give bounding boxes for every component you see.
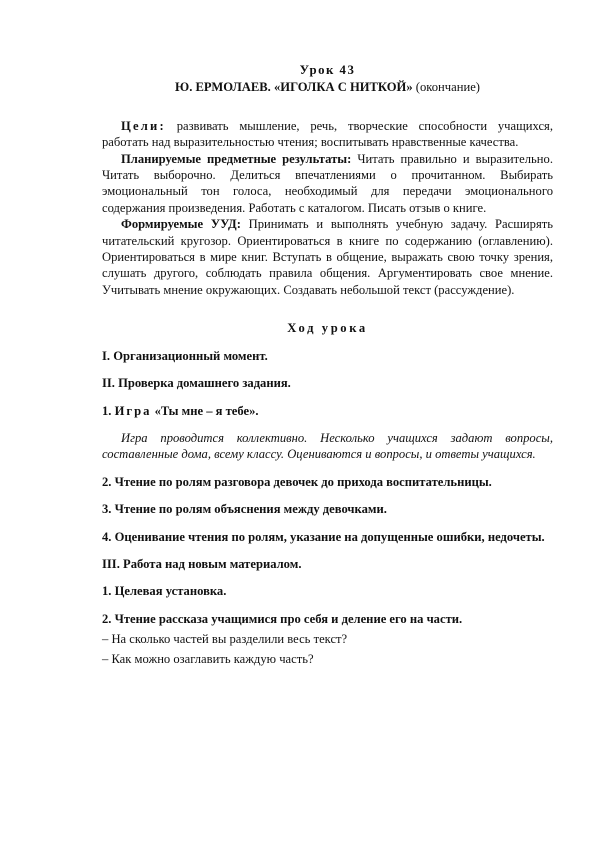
game-line [102, 403, 553, 419]
game-number: 1. [102, 403, 115, 418]
planned-paragraph [102, 151, 553, 217]
game-title: «Ты мне – я тебе». [151, 403, 259, 418]
step-reading-roles-2: 3. Чтение по ролям объяснения между девочками. [102, 502, 387, 517]
lesson-title: Урок 43 [299, 63, 356, 77]
uud-label: Формируемые УУД: [121, 217, 241, 232]
section-organizational: I. Организационный момент. [102, 348, 268, 363]
planned-text: Читать правильно и выразительно. Читать выборочно. Делиться впечатлениями о прочитанном. Выбирать эмоциональный тон голоса, необходимый для передачи эмоционального содержания произведения. Работать с каталогом. Писать отзыв о книге. [102, 151, 553, 215]
step-evaluation: 4. Оценивание чтения по ролям, указание на допущенные ошибки, недочеты. [102, 529, 545, 544]
game-description: Игра проводится коллективно. Несколько учащихся задают вопросы, составленные дома, всему классу. Оцениваются и вопросы, и ответы учащихся. [102, 430, 553, 462]
step-silent-reading: 2. Чтение рассказа учащимися про себя и деление его на части. [102, 611, 463, 626]
goals-label: Цели: [121, 118, 166, 133]
lesson-subtitle-bold: Ю. ЕРМОЛАЕВ. «ИГОЛКА С НИТКОЙ» [175, 80, 413, 95]
question-1: – На сколько частей вы разделили весь текст? [102, 632, 348, 647]
lesson-subtitle-note: (окончание) [412, 80, 480, 95]
document-page [102, 62, 553, 667]
course-heading: Ход урока [287, 321, 368, 336]
step-goal-setting: 1. Целевая установка. [102, 584, 227, 599]
lesson-subtitle [102, 79, 553, 95]
planned-label: Планируемые предметные результаты: [121, 151, 352, 166]
goals-paragraph [102, 118, 553, 151]
uud-paragraph [102, 216, 553, 298]
game-label: Игра [114, 403, 152, 418]
uud-text: Принимать и выполнять учебную задачу. Расширять читательский кругозор. Ориентироваться в книге по содержанию (оглавлению). Ориентироваться в мире книг. Вступать в общение, выражать свою точку зрения, слушать другого, соблюдать правила общения. Аргументировать свое мнение. Учитывать мнение окружающих. Создавать небольшой текст (рассуждение). [102, 217, 553, 297]
goals-text: развивать мышление, речь, творческие способности учащихся, работать над выразительностью чтения; воспитывать нравственные качества. [102, 118, 553, 150]
step-reading-roles-1: 2. Чтение по ролям разговора девочек до прихода воспитательницы. [102, 474, 492, 489]
section-homework-check: II. Проверка домашнего задания. [102, 376, 291, 391]
question-2: – Как можно озаглавить каждую часть? [102, 651, 314, 666]
section-new-material: III. Работа над новым материалом. [102, 556, 302, 571]
